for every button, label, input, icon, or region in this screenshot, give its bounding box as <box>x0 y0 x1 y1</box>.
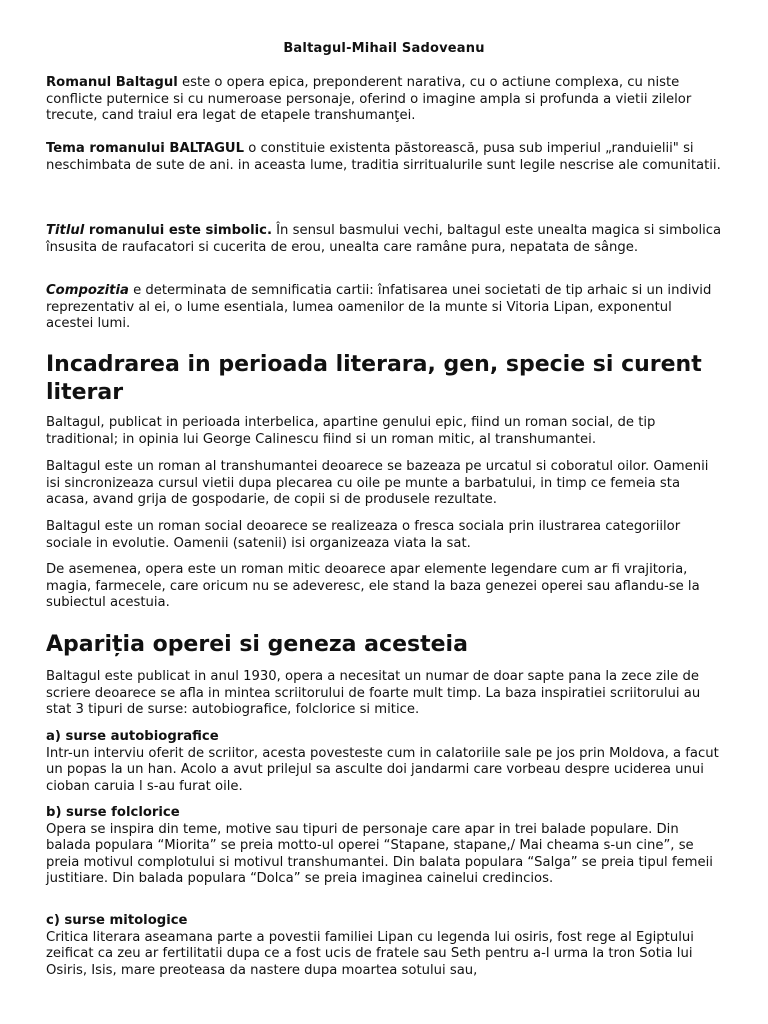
paragraph-compozitia <box>46 283 722 333</box>
section-surse-autobiografice <box>46 729 722 795</box>
section-surse-mitologice <box>46 913 722 979</box>
compozitia-lead-italic: Compozitia <box>46 283 129 298</box>
intro-lead: Romanul Baltagul <box>46 75 178 90</box>
section-incadrare-p2 <box>46 459 722 509</box>
titlul-lead-italic: Titlul <box>46 223 85 238</box>
folclorice-text: Opera se inspira din teme, motive sau tipuri de personaje care apar in trei balade populare. Din balada populara “Miorita” se preia motto-ul operei “Stapane, stapane,/ Mai cheama s-un cine”, se preia motivul complotului si motivul transhumantei. Din balata populara “Salga” se preia tipul femeii justitiare. Din balada populara “Dolca” se preia imaginea cainelui credincios. <box>46 821 713 887</box>
subheading-autobiografice: a) surse autobiografice <box>46 729 219 744</box>
intro-text: este o opera epica, preponderent narativa, cu o actiune complexa, cu niste conflicte puternice si cu numeroase personaje, oferind o imagine ampla si profunda a vietii zilelor trecute, cand traiul era legat de etapele transhumanţei. <box>46 75 692 124</box>
aparitia-paragraph: Baltagul este publicat in anul 1930, opera a necesitat un numar de doar sapte pana la zece zile de scriere deoarece se afla in mintea scriitorului de foarte mult timp. La baza inspiratiei scriitorului au stat 3 tipuri de surse: autobiografice, folclorice si mitice. <box>46 669 701 718</box>
incadrare-paragraph: De asemenea, opera este un roman mitic deoarece apar elemente legendare cum ar fi vrajitoria, magia, farmecele, care oricum nu se adeveresc, ele stand la baza genezei operei sau aflandu-se la subiectul acestuia. <box>46 562 700 611</box>
incadrare-paragraph: Baltagul este un roman al transhumantei deoarece se bazeaza pe urcatul si coboratul oilor. Oamenii isi sincronizeaza cursul vietii dupa plecarea cu oile pe munte a barbatului, in timp ce femeia sta acasa, avand grija de gospodarie, de copii si de produsele rezultate. <box>46 459 709 508</box>
section-surse-folclorice <box>46 805 722 888</box>
subheading-mitologice: c) surse mitologice <box>46 913 188 928</box>
titlul-text: În sensul basmului vechi, baltagul este unealta magica si simbolica însusita de raufacatori si cucerita de erou, unealta care ramâne pura, nepatata de sânge. <box>46 223 722 255</box>
heading-aparitia: Apariția operei si geneza acesteia <box>46 632 468 657</box>
tema-text: o constituie existenta păstorească, pusa sub imperiul „randuielii" si neschimbata de sute de ani. in aceasta lume, traditia sirritualurile sunt legile nescrise ale comunitatii. <box>46 141 721 173</box>
heading-incadrare: Incadrarea in perioada literara, gen, specie si curent literar <box>46 352 702 405</box>
section-heading-aparitia <box>46 631 722 659</box>
document-title: Baltagul-Mihail Sadoveanu <box>283 41 485 56</box>
section-heading-incadrare <box>46 351 722 407</box>
section-incadrare-p1 <box>46 415 722 448</box>
section-incadrare-p3 <box>46 519 722 552</box>
paragraph-intro <box>46 75 722 125</box>
incadrare-paragraph: Baltagul, publicat in perioada interbelica, apartine genului epic, fiind un roman social, de tip traditional; in opinia lui George Calinescu fiind si un roman mitic, al transhumantei. <box>46 415 656 447</box>
titlul-lead: romanului este simbolic. <box>84 223 272 238</box>
tema-lead: Tema romanului BALTAGUL <box>46 141 245 156</box>
paragraph-tema <box>46 141 722 174</box>
paragraph-titlul <box>46 223 722 256</box>
autobiografice-text: Intr-un interviu oferit de scriitor, acesta povesteste cum in calatoriile sale pe jos prin Moldova, a facut un popas la un han. Acolo a avut prilejul sa asculte doi jandarmi care vorbeau despre uciderea unui cioban caruia l s-au furat oile. <box>46 745 719 794</box>
mitologice-text: Critica literara aseamana parte a povestii familiei Lipan cu legenda lui osiris, fost rege al Egiptului zeificat ca zeu ar fertilitatii dupa ce a fost ucis de fratele sau Seth pentru a-l urma la tron Sotia lui Osiris, Isis, mare preoteasa da nastere dupa moartea sotului sau, <box>46 929 694 978</box>
section-aparitia-intro <box>46 669 722 719</box>
subheading-folclorice: b) surse folclorice <box>46 805 180 820</box>
incadrare-paragraph: Baltagul este un roman social deoarece se realizeaza o fresca sociala prin ilustrarea categoriilor sociale in evolutie. Oamenii (satenii) isi organizeaza viata la sat. <box>46 519 681 551</box>
compozitia-text: e determinata de semnificatia cartii: înfatisarea unei societati de tip arhaic si un individ reprezentativ al ei, o lume esentiala, lumea oamenilor de la munte si Vitoria Lipan, exponentul acestei lumi. <box>46 283 712 332</box>
section-incadrare-p4 <box>46 562 722 612</box>
